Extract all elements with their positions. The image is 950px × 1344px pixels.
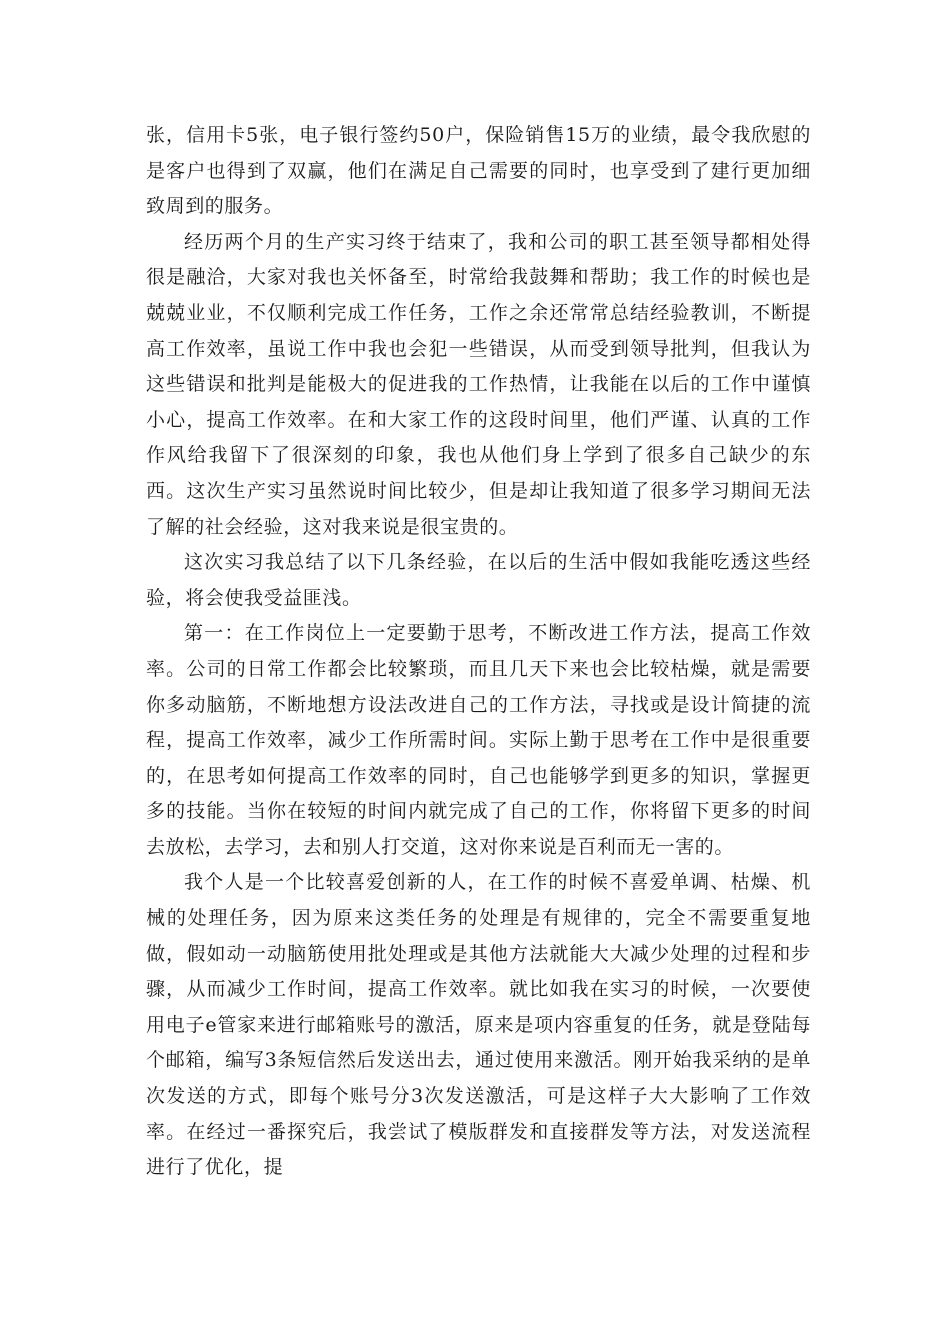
paragraph-1: 张，信用卡5张，电子银行签约50户，保险销售15万的业绩，最令我欣慰的是客户也得到了双赢，他们在满足自己需要的同时，也享受到了建行更加细致周到的服务。	[146, 124, 811, 218]
paragraph-4: 第一：在工作岗位上一定要勤于思考，不断改进工作方法，提高工作效率。公司的日常工作都会比较繁琐，而且几天下来也会比较枯燥，就是需要你多动脑筋，不断地想方设法改进自己的工作方法，寻找或是设计简捷的流程，提高工作效率，减少工作所需时间。实际上勤于思考在工作中是很重要的，在思考如何提高工作效率的同时，自己也能够学到更多的知识，掌握更多的技能。当你在较短的时间内就完成了自己的工作，你将留下更多的时间去放松，去学习，去和别人打交道，这对你来说是百利而无一害的。	[146, 622, 811, 858]
paragraph-5: 我个人是一个比较喜爱创新的人，在工作的时候不喜爱单调、枯燥、机械的处理任务，因为原来这类任务的处理是有规律的，完全不需要重复地做，假如动一动脑筋使用批处理或是其他方法就能大大减少处理的过程和步骤，从而减少工作时间，提高工作效率。就比如我在实习的时候，一次要使用电子e管家来进行邮箱账号的激活，原来是项内容重复的任务，就是登陆每个邮箱，编写3条短信然后发送出去，通过使用来激活。刚开始我采纳的是单次发送的方式，即每个账号分3次发送激活，可是这样子大大影响了工作效率。在经过一番探究后，我尝试了模版群发和直接群发等方法，对发送流程进行了优化，提	[146, 871, 811, 1179]
paragraph-3: 这次实习我总结了以下几条经验，在以后的生活中假如我能吃透这些经验，将会使我受益匪浅。	[146, 551, 811, 609]
document-body	[146, 118, 811, 1186]
paragraph-2: 经历两个月的生产实习终于结束了，我和公司的职工甚至领导都相处得很是融洽，大家对我也关怀备至，时常给我鼓舞和帮助；我工作的时候也是兢兢业业，不仅顺利完成工作任务，工作之余还常常总结经验教训，不断提高工作效率，虽说工作中我也会犯一些错误，从而受到领导批判，但我认为这些错误和批判是能极大的促进我的工作热情，让我能在以后的工作中谨慎小心，提高工作效率。在和大家工作的这段时间里，他们严谨、认真的工作作风给我留下了很深刻的印象，我也从他们身上学到了很多自己缺少的东西。这次生产实习虽然说时间比较少，但是却让我知道了很多学习期间无法了解的社会经验，这对我来说是很宝贵的。	[146, 230, 811, 538]
